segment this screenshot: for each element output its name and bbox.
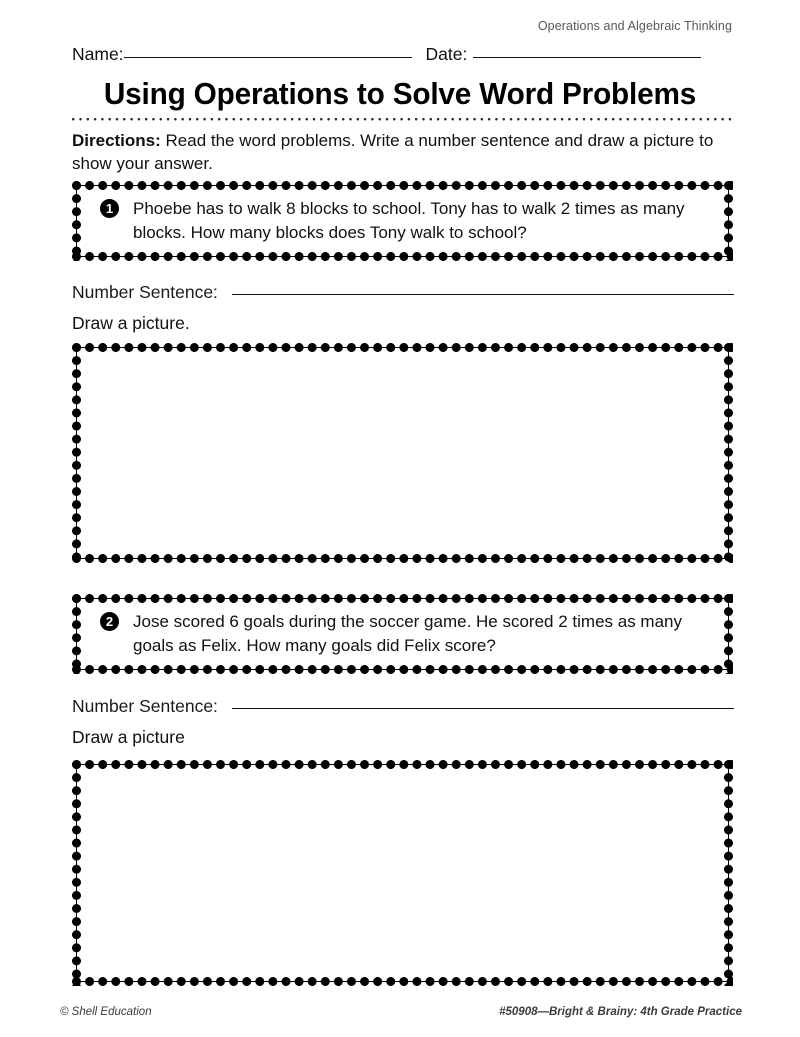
bead-border-left bbox=[72, 343, 81, 563]
bead-border-right bbox=[724, 594, 733, 674]
bead-border-left bbox=[72, 594, 81, 674]
problem-content bbox=[100, 610, 715, 658]
problem-content bbox=[100, 197, 715, 245]
name-date-row bbox=[72, 44, 732, 65]
page-title: Using Operations to Solve Word Problems bbox=[103, 76, 697, 111]
bead-border-bottom bbox=[72, 252, 733, 261]
drawing-area[interactable] bbox=[72, 343, 733, 563]
bead-border-top bbox=[72, 760, 733, 769]
footer-product-info: #50908—Bright & Brainy: 4th Grade Practice bbox=[499, 1006, 742, 1018]
problem-statement: Jose scored 6 goals during the soccer game. He scored 2 times as many goals as Felix. How many goals did Felix score? bbox=[133, 612, 682, 656]
box-inner-border bbox=[76, 347, 729, 559]
footer bbox=[60, 1006, 742, 1018]
directions-text bbox=[72, 129, 734, 176]
directions-label: Directions: bbox=[72, 131, 161, 150]
problem-box bbox=[72, 594, 733, 674]
number-sentence-row bbox=[72, 696, 734, 717]
date-label: Date: bbox=[425, 44, 468, 64]
draw-a-picture-label: Draw a picture. bbox=[72, 313, 190, 333]
bead-border-right bbox=[724, 343, 733, 563]
date-input[interactable] bbox=[473, 57, 701, 58]
problem-number-badge: 1 bbox=[100, 199, 119, 218]
number-sentence-label: Number Sentence: bbox=[72, 696, 218, 716]
name-input[interactable] bbox=[124, 57, 412, 58]
bead-border-top bbox=[72, 594, 733, 603]
problem-number-badge: 2 bbox=[100, 612, 119, 631]
bead-border-right bbox=[724, 760, 733, 986]
strand-label: Operations and Algebraic Thinking bbox=[537, 19, 732, 33]
number-sentence-label: Number Sentence: bbox=[72, 282, 218, 302]
footer-copyright: © Shell Education bbox=[60, 1006, 152, 1018]
bead-border-bottom bbox=[72, 665, 733, 674]
bead-border-top bbox=[72, 343, 733, 352]
directions-body: Read the word problems. Write a number sentence and draw a picture to show your answer. bbox=[72, 131, 714, 174]
number-sentence-row bbox=[72, 282, 734, 303]
problem-statement: Phoebe has to walk 8 blocks to school. Tony has to walk 2 times as many blocks. How many blocks does Tony walk to school? bbox=[133, 199, 685, 243]
name-label: Name: bbox=[72, 44, 124, 64]
bead-border-left bbox=[72, 181, 81, 261]
number-sentence-input[interactable] bbox=[232, 708, 734, 709]
bead-border-left bbox=[72, 760, 81, 986]
bead-border-bottom bbox=[72, 977, 733, 986]
drawing-area[interactable] bbox=[72, 760, 733, 986]
problem-box bbox=[72, 181, 733, 261]
box-inner-border bbox=[76, 764, 729, 982]
bead-border-right bbox=[724, 181, 733, 261]
bead-border-bottom bbox=[72, 554, 733, 563]
bead-border-top bbox=[72, 181, 733, 190]
number-sentence-input[interactable] bbox=[232, 294, 734, 295]
title-divider-dots bbox=[72, 118, 732, 121]
draw-a-picture-label: Draw a picture bbox=[72, 727, 185, 747]
